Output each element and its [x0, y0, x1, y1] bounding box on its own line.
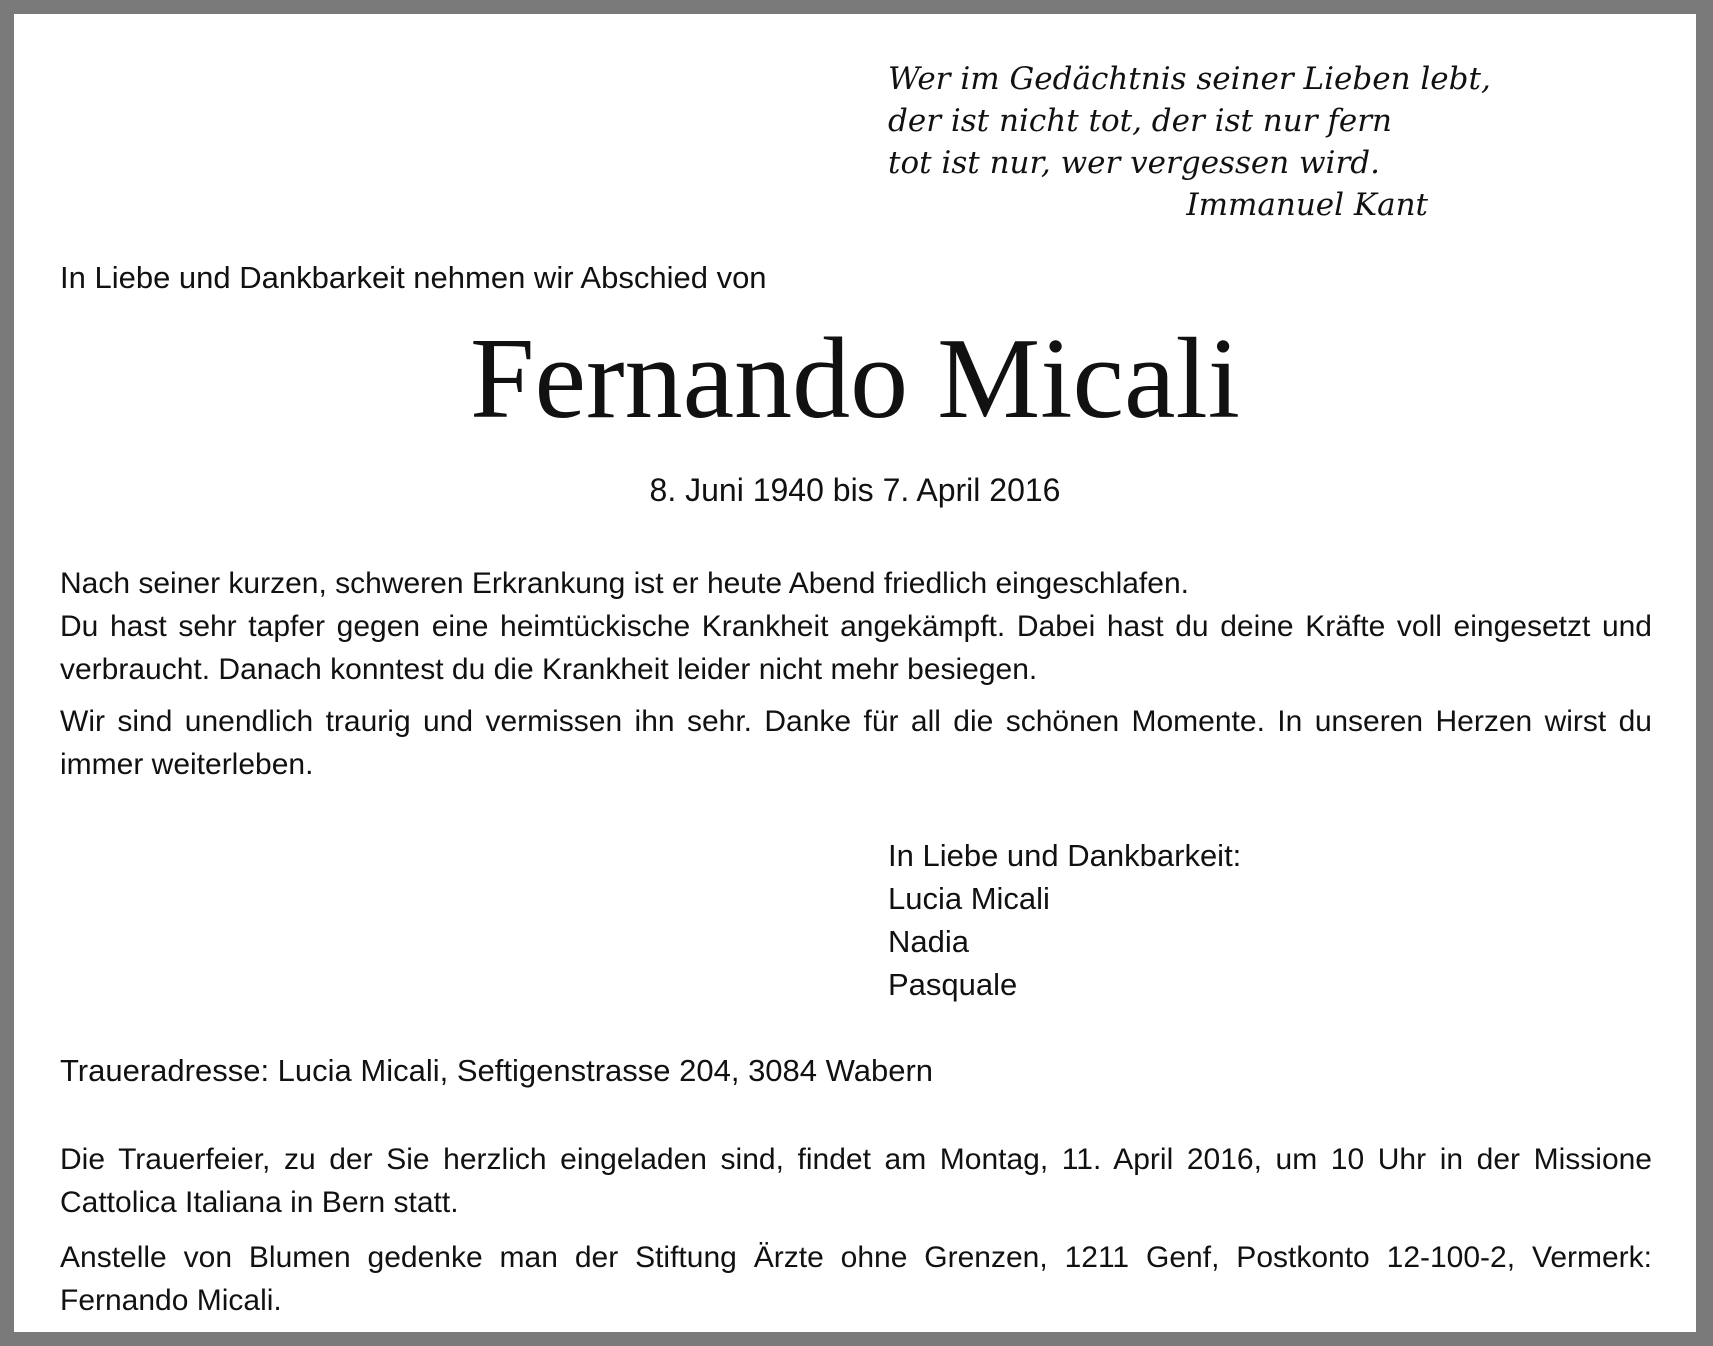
donation-notice: Anstelle von Blumen gedenke man der Stiftung Ärzte ohne Grenzen, 1211 Genf, Postkonto 12-100-2, Vermerk: Fernando Micali.: [60, 1241, 1652, 1317]
mourning-address: Traueradresse: Lucia Micali, Seftigenstrasse 204, 3084 Wabern: [60, 1053, 934, 1088]
signoff-block: [888, 834, 1241, 1006]
message-paragraph-2: Wir sind unendlich traurig und vermissen ihn sehr. Danke für all die schönen Momente. In unseren Herzen wirst du immer weiterleben.: [60, 705, 1652, 781]
quote-line-3: tot ist nur, wer vergessen wird.: [888, 145, 1380, 181]
mourner-name: Nadia: [888, 924, 969, 959]
mourner-name: Lucia Micali: [888, 881, 1050, 916]
deceased-name: Fernando Micali: [470, 315, 1240, 443]
mourner-name: Pasquale: [888, 967, 1018, 1002]
message-line-2: Du hast sehr tapfer gegen eine heimtückische Krankheit angekämpft. Dabei hast du deine Kräfte voll eingesetzt und verbraucht. Danach konntest du die Krankheit leider nicht mehr besiegen.: [60, 610, 1652, 686]
message-paragraph-1: [60, 562, 1652, 691]
message-line-1: Nach seiner kurzen, schweren Erkrankung ist er heute Abend friedlich eingeschlafen.: [60, 567, 1189, 600]
quote-author: Immanuel Kant: [1186, 187, 1428, 223]
kant-quote: [888, 58, 1491, 226]
signoff-heading: In Liebe und Dankbarkeit:: [888, 838, 1242, 873]
ceremony-notice: Die Trauerfeier, zu der Sie herzlich eingeladen sind, findet am Montag, 11. April 2016, um 10 Uhr in der Missione Cattolica Italiana in Bern statt.: [60, 1143, 1652, 1219]
quote-line-1: Wer im Gedächtnis seiner Lieben lebt,: [888, 61, 1491, 97]
quote-line-2: der ist nicht tot, der ist nur fern: [888, 103, 1393, 139]
intro-text: In Liebe und Dankbarkeit nehmen wir Abschied von: [60, 260, 767, 295]
obituary-sheet: [14, 14, 1696, 1332]
life-dates: 8. Juni 1940 bis 7. April 2016: [649, 472, 1061, 508]
